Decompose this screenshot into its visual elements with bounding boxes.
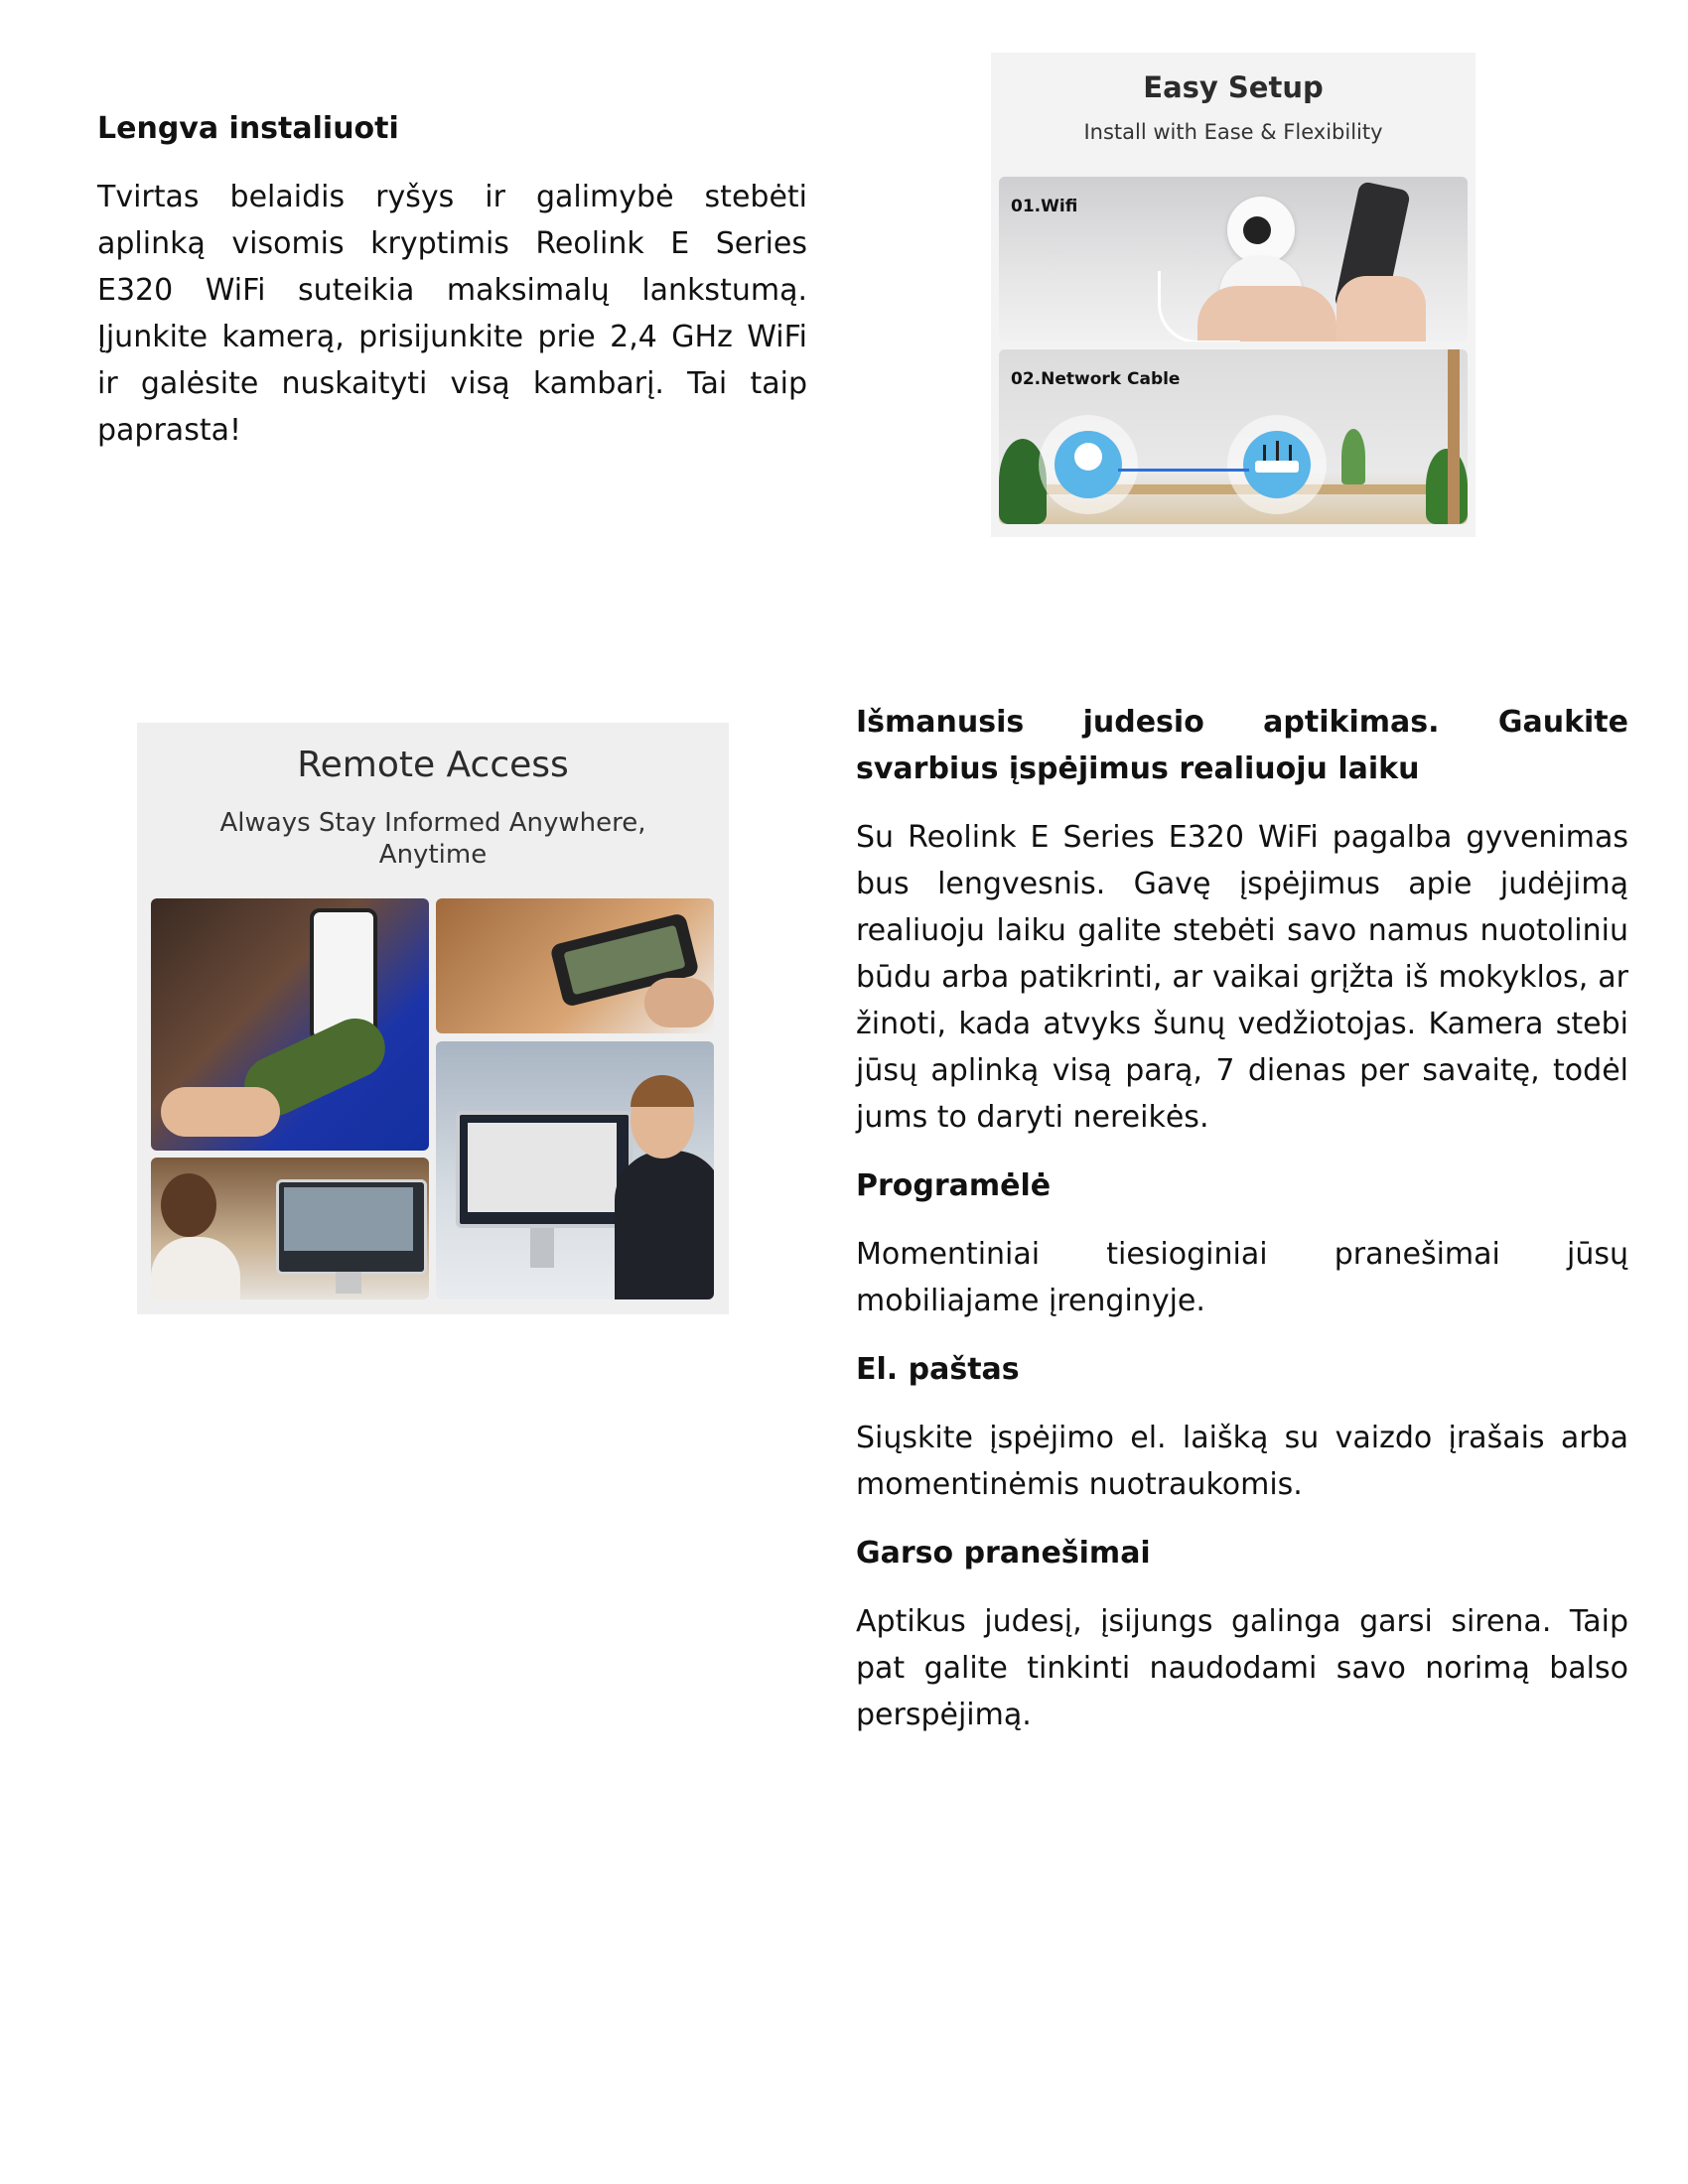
email-heading: El. paštas xyxy=(856,1352,1020,1387)
sound-heading: Garso pranešimai xyxy=(856,1536,1151,1570)
section-heading: Lengva instaliuoti xyxy=(97,111,399,146)
card-subtitle-line1: Always Stay Informed Anywhere, xyxy=(219,808,646,838)
hand-shape xyxy=(1336,276,1426,341)
monitor-stand xyxy=(336,1272,361,1294)
desktop-monitor-photo xyxy=(436,1041,714,1299)
app-paragraph: Momentiniai tiesioginiai pranešimai jūsų mobiliajame įrenginyje. xyxy=(856,1237,1628,1318)
wifi-setup-photo xyxy=(999,177,1468,341)
router-icon xyxy=(1255,461,1299,473)
plant-small xyxy=(1341,429,1365,484)
section-easy-install xyxy=(97,105,807,476)
home-office-photo xyxy=(151,1158,429,1299)
card-title: Remote Access xyxy=(297,745,569,785)
phone-app-photo xyxy=(151,898,429,1151)
monitor-screen xyxy=(468,1123,617,1212)
door-frame xyxy=(1448,349,1460,524)
card-subtitle-line2: Anytime xyxy=(378,840,488,870)
plant-right xyxy=(1426,449,1468,524)
network-cable-line xyxy=(1118,469,1249,472)
hand-shape xyxy=(161,1087,280,1137)
router-antenna xyxy=(1263,445,1266,461)
monitor-stand xyxy=(530,1228,554,1268)
person-body xyxy=(615,1151,714,1299)
hand-shape xyxy=(644,978,714,1027)
app-heading: Programėlė xyxy=(856,1168,1052,1203)
easy-setup-image xyxy=(991,53,1476,537)
panel-label: 02.Network Cable xyxy=(1011,369,1181,389)
monitor-screen xyxy=(284,1187,413,1251)
cable-line xyxy=(1158,271,1240,341)
sound-paragraph: Aptikus judesį, įsijungs galinga garsi sirena. Taip pat galite tinkinti naudodami savo norimą balso perspėjimą. xyxy=(856,1604,1628,1732)
section-motion-detection xyxy=(856,699,1628,1760)
phone-landscape-photo xyxy=(436,898,714,1033)
camera-lens xyxy=(1243,216,1271,244)
person-head xyxy=(161,1173,216,1237)
card-title: Easy Setup xyxy=(1143,70,1324,104)
panel-label: 01.Wifi xyxy=(1011,197,1078,216)
person-body xyxy=(151,1237,240,1299)
network-cable-photo xyxy=(999,349,1468,524)
card-subtitle: Install with Ease & Flexibility xyxy=(1083,120,1383,144)
email-paragraph: Siųskite įspėjimo el. laišką su vaizdo įrašais arba momentinėmis nuotraukomis. xyxy=(856,1421,1628,1502)
router-antenna xyxy=(1276,441,1279,461)
section-paragraph: Tvirtas belaidis ryšys ir galimybė stebėti aplinką visomis kryptimis Reolink E Series E320 WiFi suteikia maksimalų lankstumą. Įjunkite kamerą, prisijunkite prie 2,4 GHz WiFi ir galėsite nuskaityti visą kambarį. Tai taip paprasta! xyxy=(97,180,807,448)
person-hair xyxy=(631,1075,694,1107)
section-heading: Išmanusis judesio aptikimas. Gaukite svarbius įspėjimus realiuoju laiku xyxy=(856,705,1628,786)
router-antenna xyxy=(1289,445,1292,461)
section-paragraph: Su Reolink E Series E320 WiFi pagalba gyvenimas bus lengvesnis. Gavę įspėjimus apie judėjimą realiuoju laiku galite stebėti savo namus nuotoliniu būdu arba patikrinti, ar vaikai grįžta iš mokyklos, ar žinoti, kada atvyks šunų vedžiotojas. Kamera stebi jūsų aplinką visą parą, 7 dienas per savaitę, todėl jums to daryti nereikės. xyxy=(856,820,1628,1135)
remote-access-image xyxy=(137,723,729,1314)
camera-icon xyxy=(1074,443,1102,471)
